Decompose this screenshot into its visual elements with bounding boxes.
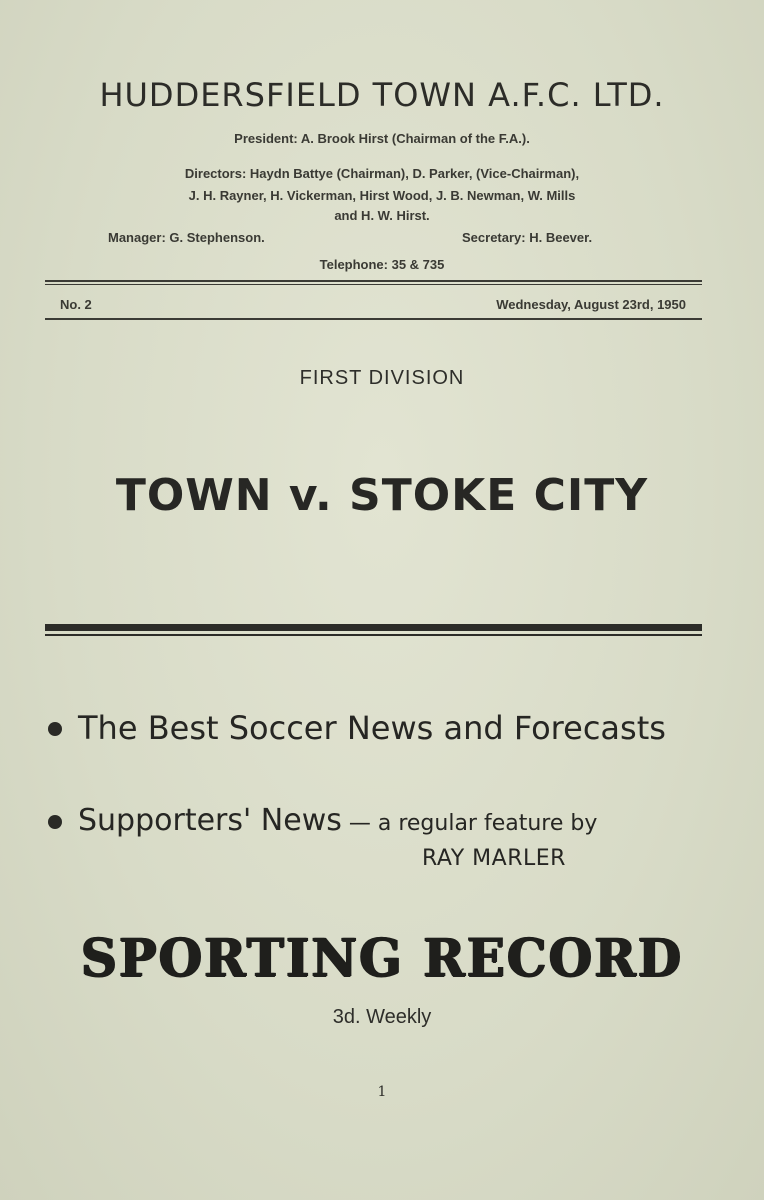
header-rule-top: [45, 280, 702, 282]
advert-author: RAY MARLER: [422, 846, 566, 871]
advert-item-1: The Best Soccer News and Forecasts: [78, 709, 666, 747]
bullet-icon: [48, 722, 62, 736]
advert-item-2: [78, 803, 597, 838]
manager-line: Manager: G. Stephenson.: [108, 230, 265, 245]
match-title: TOWN v. STOKE CITY: [115, 470, 649, 521]
directors-line-3: and H. W. Hirst.: [334, 208, 430, 223]
advert-divider-thin: [45, 634, 702, 636]
club-title: HUDDERSFIELD TOWN A.F.C. LTD.: [99, 76, 665, 114]
advert-item-2-rest: — a regular feature by: [341, 811, 598, 836]
issue-date: Wednesday, August 23rd, 1950: [496, 297, 686, 312]
advert-price: 3d. Weekly: [332, 1006, 432, 1028]
issue-number: No. 2: [60, 297, 92, 312]
advert-item-2-main: Supporters' News: [78, 803, 342, 838]
bullet-icon: [48, 815, 62, 829]
page-number: 1: [377, 1084, 387, 1100]
sporting-record-logo: SPORTING RECORD: [80, 926, 684, 989]
president-line: President: A. Brook Hirst (Chairman of the F.A.).: [234, 131, 530, 146]
directors-line-2: J. H. Rayner, H. Vickerman, Hirst Wood, J. B. Newman, W. Mills: [188, 188, 576, 203]
division-label: FIRST DIVISION: [299, 367, 465, 389]
advert-divider: [45, 624, 702, 631]
header-rule-top-thin: [45, 284, 702, 285]
header-rule-bottom: [45, 318, 702, 320]
directors-line-1: Directors: Haydn Battye (Chairman), D. Parker, (Vice-Chairman),: [184, 166, 580, 181]
telephone-line: Telephone: 35 & 735: [319, 257, 445, 272]
secretary-line: Secretary: H. Beever.: [462, 230, 593, 245]
